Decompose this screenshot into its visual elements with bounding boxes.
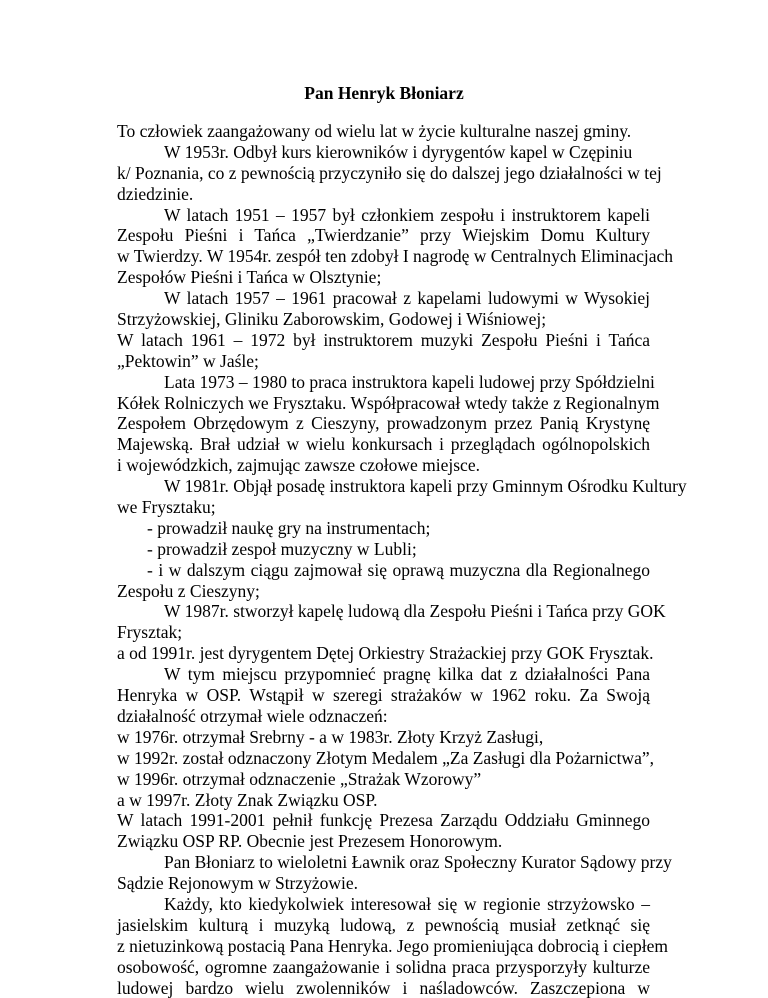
text-line: a od 1991r. jest dyrygentem Dętej Orkiestry Strażackiej przy GOK Frysztak.	[117, 643, 654, 664]
text-line: Sądzie Rejonowym w Strzyżowie.	[117, 873, 359, 894]
text-line: W 1953r. Odbył kurs kierowników i dyrygentów kapel w Czępiniu	[164, 141, 633, 162]
text-line: W tym miejscu przypomnieć pragnę kilka dat z działalności Pana	[164, 664, 650, 685]
document-title: Pan Henryk Błoniarz	[304, 83, 464, 103]
text-line: - i w dalszym ciągu zajmował się oprawą muzyczna dla Regionalnego	[147, 559, 650, 580]
text-line: W 1987r. stworzył kapelę ludową dla Zespołu Pieśni i Tańca przy GOK	[164, 601, 666, 622]
text-line: W 1981r. Objął posadę instruktora kapeli przy Gminnym Ośrodku Kultury	[164, 476, 687, 497]
text-line: W latach 1957 – 1961 pracował z kapelami ludowymi w Wysokiej	[164, 288, 650, 309]
text-line: Zespołem Obrzędowym z Cieszyny, prowadzonym przez Panią Krystynę	[117, 413, 650, 434]
text-line: W latach 1951 – 1957 był członkiem zespołu i instruktorem kapeli	[164, 204, 650, 225]
text-line: we Frysztaku;	[117, 497, 216, 518]
text-line: w Twierdzy. W 1954r. zespół ten zdobył I nagrodę w Centralnych Eliminacjach	[117, 246, 674, 267]
text-line: W latach 1961 – 1972 był instruktorem muzyki Zespołu Pieśni i Tańca	[117, 329, 650, 350]
text-line: Pan Błoniarz to wieloletni Ławnik oraz Społeczny Kurator Sądowy przy	[164, 852, 672, 873]
text-line: - prowadził naukę gry na instrumentach;	[147, 517, 431, 538]
text-line: w 1976r. otrzymał Srebrny - a w 1983r. Złoty Krzyż Zasługi,	[117, 726, 544, 747]
text-line: Henryka w OSP. Wstąpił w szeregi strażaków w 1962 roku. Za Swoją	[117, 685, 650, 706]
text-line: osobowość, ogromne zaangażowanie i solidna praca przysporzyły kulturze	[117, 956, 650, 977]
text-line: Strzyżowskiej, Gliniku Zaborowskim, Godowej i Wiśniowej;	[117, 309, 547, 330]
text-line: w 1992r. został odznaczony Złotym Medalem „Za Zasługi dla Pożarnictwa”,	[117, 747, 654, 768]
text-line: ludowej bardzo wielu zwolenników i naśladowców. Zaszczepiona w	[117, 977, 650, 998]
text-line: z nietuzinkową postacią Pana Henryka. Jego promieniująca dobrocią i ciepłem	[117, 935, 669, 956]
text-line: To człowiek zaangażowany od wielu lat w życie kulturalne naszej gminy.	[117, 121, 632, 141]
text-line: dziedzinie.	[117, 183, 194, 204]
text-line: Zespołu Pieśni i Tańca „Twierdzanie” przy Wiejskim Domu Kultury	[117, 225, 650, 246]
text-line: „Pektowin” w Jaśle;	[117, 350, 259, 371]
text-line: k/ Poznania, co z pewnością przyczyniło się do dalszej jego działalności w tej	[117, 162, 662, 183]
text-line: Związku OSP RP. Obecnie jest Prezesem Honorowym.	[117, 831, 503, 852]
text-line: w 1996r. otrzymał odznaczenie „Strażak Wzorowy”	[117, 768, 482, 789]
text-line: Każdy, kto kiedykolwiek interesował się w regionie strzyżowsko –	[164, 893, 650, 914]
text-line: Zespołu z Cieszyny;	[117, 580, 260, 601]
text-line: Kółek Rolniczych we Frysztaku. Współpracował wtedy także z Regionalnym	[117, 392, 660, 413]
text-line: Frysztak;	[117, 622, 183, 643]
text-line: i wojewódzkich, zajmując zawsze czołowe miejsce.	[117, 455, 480, 476]
document-body	[117, 121, 687, 998]
text-line: W latach 1991-2001 pełnił funkcję Prezesa Zarządu Oddziału Gminnego	[117, 810, 650, 831]
text-line: - prowadził zespoł muzyczny w Lubli;	[147, 538, 417, 559]
text-line: jasielskim kulturą i muzyką ludową, z pewnością musiał zetknąć się	[117, 914, 650, 935]
text-line: a w 1997r. Złoty Znak Związku OSP.	[117, 789, 378, 810]
text-line: Zespołów Pieśni i Tańca w Olsztynie;	[117, 267, 382, 288]
text-line: Majewską. Brał udział w wielu konkursach i przeglądach ogólnopolskich	[117, 434, 650, 455]
text-line: działalność otrzymał wiele odznaczeń:	[117, 705, 388, 726]
text-line: Lata 1973 – 1980 to praca instruktora kapeli ludowej przy Spółdzielni	[164, 371, 655, 392]
